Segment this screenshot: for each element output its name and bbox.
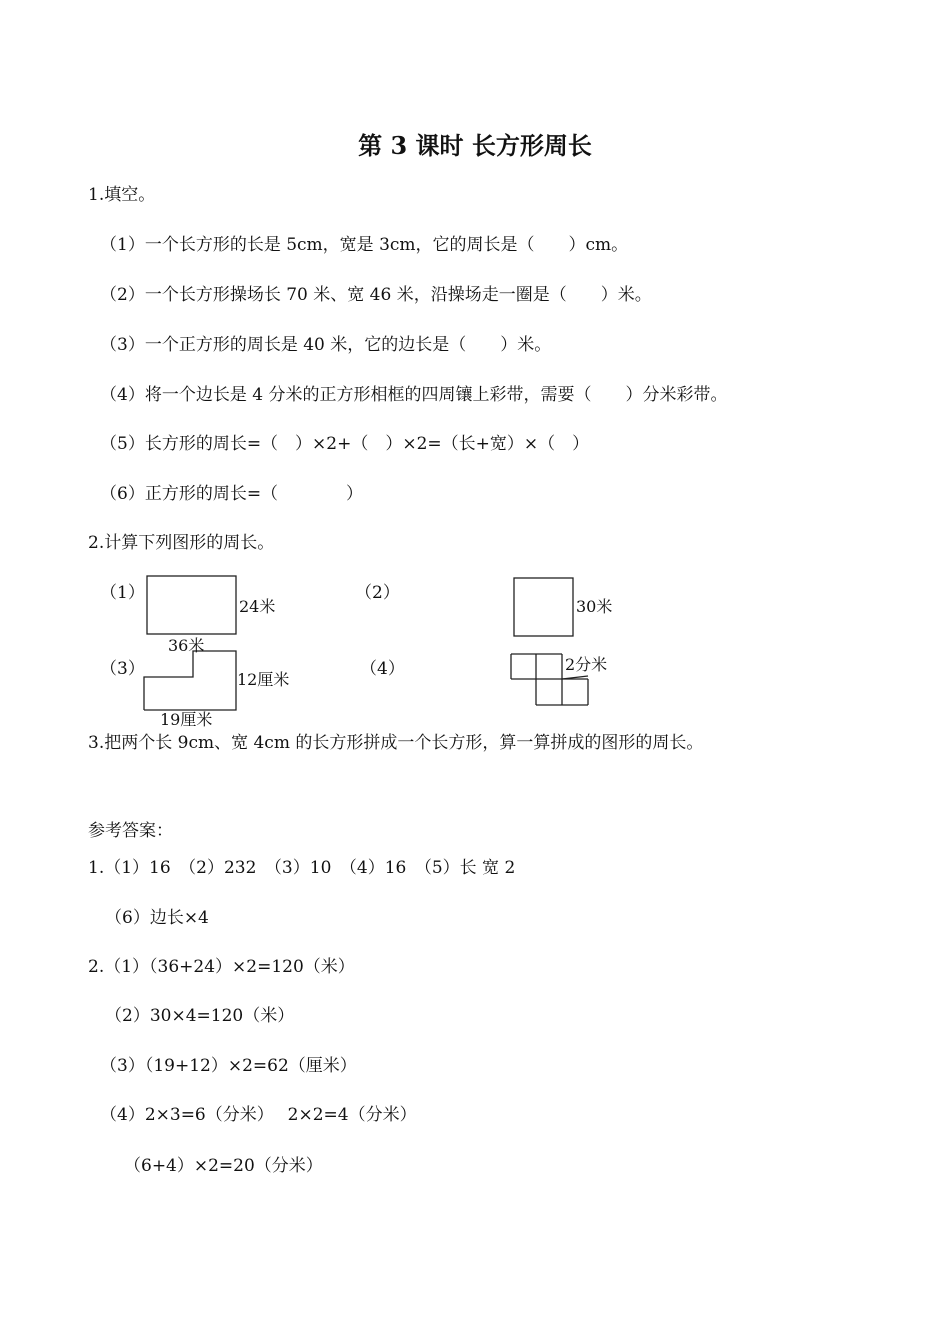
q1-item-2: （2）一个长方形操场长 70 米、宽 46 米，沿操场走一圈是（ ）米。 (100, 285, 652, 305)
figure-3-l-shape (144, 651, 236, 710)
figure-3-label: （3） (100, 659, 145, 679)
figure-1-rectangle (147, 576, 236, 634)
q1-item-4: （4）将一个边长是 4 分米的正方形相框的四周镶上彩带，需要（ ）分米彩带。 (100, 385, 728, 405)
figure-3-height-label: 12厘米 (237, 670, 290, 689)
figure-1-label: （1） (100, 583, 145, 603)
figure-4-side-label: 2分米 (565, 655, 608, 674)
answer-line-7: （6+4）×2=20（分米） (124, 1156, 323, 1176)
answer-line-6: （4）2×3=6（分米） 2×2=4（分米） (100, 1105, 417, 1125)
answer-line-3: 2.（1）（36+24）×2=120（米） (88, 957, 355, 977)
figure-1-length-label: 36米 (168, 636, 205, 655)
q2-heading: 2.计算下列图形的周长。 (88, 533, 275, 553)
q1-item-6: （6）正方形的周长=（ ） (100, 484, 364, 504)
answer-line-4: （2）30×4=120（米） (105, 1006, 295, 1026)
answers-heading: 参考答案： (88, 821, 173, 841)
answer-line-1: 1.（1）16 （2）232 （3）10 （4）16 （5）长 宽 2 (88, 858, 516, 878)
answer-line-5: （3）（19+12）×2=62（厘米） (100, 1056, 357, 1076)
figure-2-side-label: 30米 (576, 597, 613, 616)
q1-item-5: （5）长方形的周长=（ ）×2+（ ）×2=（长+宽）×（ ） (100, 434, 590, 454)
answer-line-2: （6）边长×4 (105, 908, 209, 928)
q1-item-3: （3）一个正方形的周长是 40 米，它的边长是（ ）米。 (100, 335, 552, 355)
figure-2-label: （2） (355, 583, 400, 603)
q1-heading: 1.填空。 (88, 185, 156, 205)
page-title: 第 3 课时 长方形周长 (358, 131, 592, 160)
q1-item-1: （1）一个长方形的长是 5cm，宽是 3cm，它的周长是（ ）cm。 (100, 235, 629, 255)
figure-2-square (514, 578, 573, 636)
q3-text: 3.把两个长 9cm、宽 4cm 的长方形拼成一个长方形，算一算拼成的图形的周长。 (88, 733, 704, 753)
figure-4-label: （4） (360, 659, 405, 679)
figure-1-width-label: 24米 (239, 597, 276, 616)
figure-3-length-label: 19厘米 (160, 710, 213, 729)
